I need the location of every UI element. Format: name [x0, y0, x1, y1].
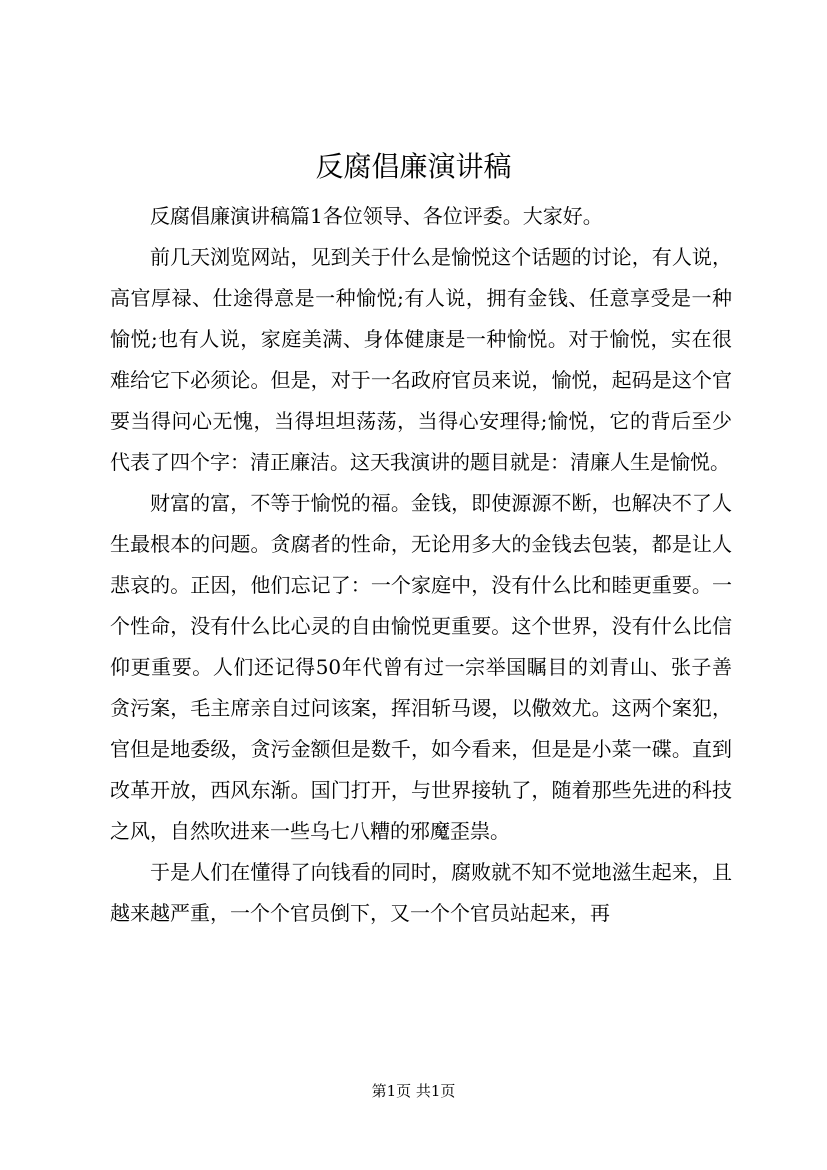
document-title: 反腐倡廉演讲稿 — [315, 150, 512, 183]
paragraph: 财富的富，不等于愉悦的福。金钱，即使源源不断，也解决不了人生最根本的问题。贪腐者的性命，无论用多大的金钱去包装，都是让人悲哀的。正因，他们忘记了：一个家庭中，没有什么比和睦更重要。一个性命，没有什么比心灵的自由愉悦更重要。这个世界，没有什么比信仰更重要。人们还记得50年代曾有过一宗举国瞩目的刘青山、张子善贪污案，毛主席亲自过问该案，挥泪斩马谡，以儆效尤。这两个案犯，官但是地委级，贪污金额但是数千，如今看来，但是是小菜一碟。直到改革开放，西风东渐。国门打开，与世界接轨了，随着那些先进的科技之风，自然吹进来一些乌七八糟的邪魔歪祟。 — [110, 491, 732, 843]
paragraph: 反腐倡廉演讲稿篇1各位领导、各位评委。大家好。 — [150, 204, 603, 228]
paragraph: 前几天浏览网站，见到关于什么是愉悦这个话题的讨论，有人说，高官厚禄、仕途得意是一种愉悦;有人说，拥有金钱、任意享受是一种愉悦;也有人说，家庭美满、身体健康是一种愉悦。对于愉悦，实在很难给它下必须论。但是，对于一名政府官员来说，愉悦，起码是这个官要当得问心无愧，当得坦坦荡荡，当得心安理得;愉悦，它的背后至少代表了四个字：清正廉洁。这天我演讲的题目就是：清廉人生是愉悦。 — [110, 245, 732, 474]
document-body — [110, 196, 732, 934]
page-footer: 第1页 共1页 — [371, 1082, 456, 1100]
paragraph: 于是人们在懂得了向钱看的同时，腐败就不知不觉地滋生起来，且越来越严重，一个个官员倒下，又一个个官员站起来，再 — [110, 860, 732, 925]
